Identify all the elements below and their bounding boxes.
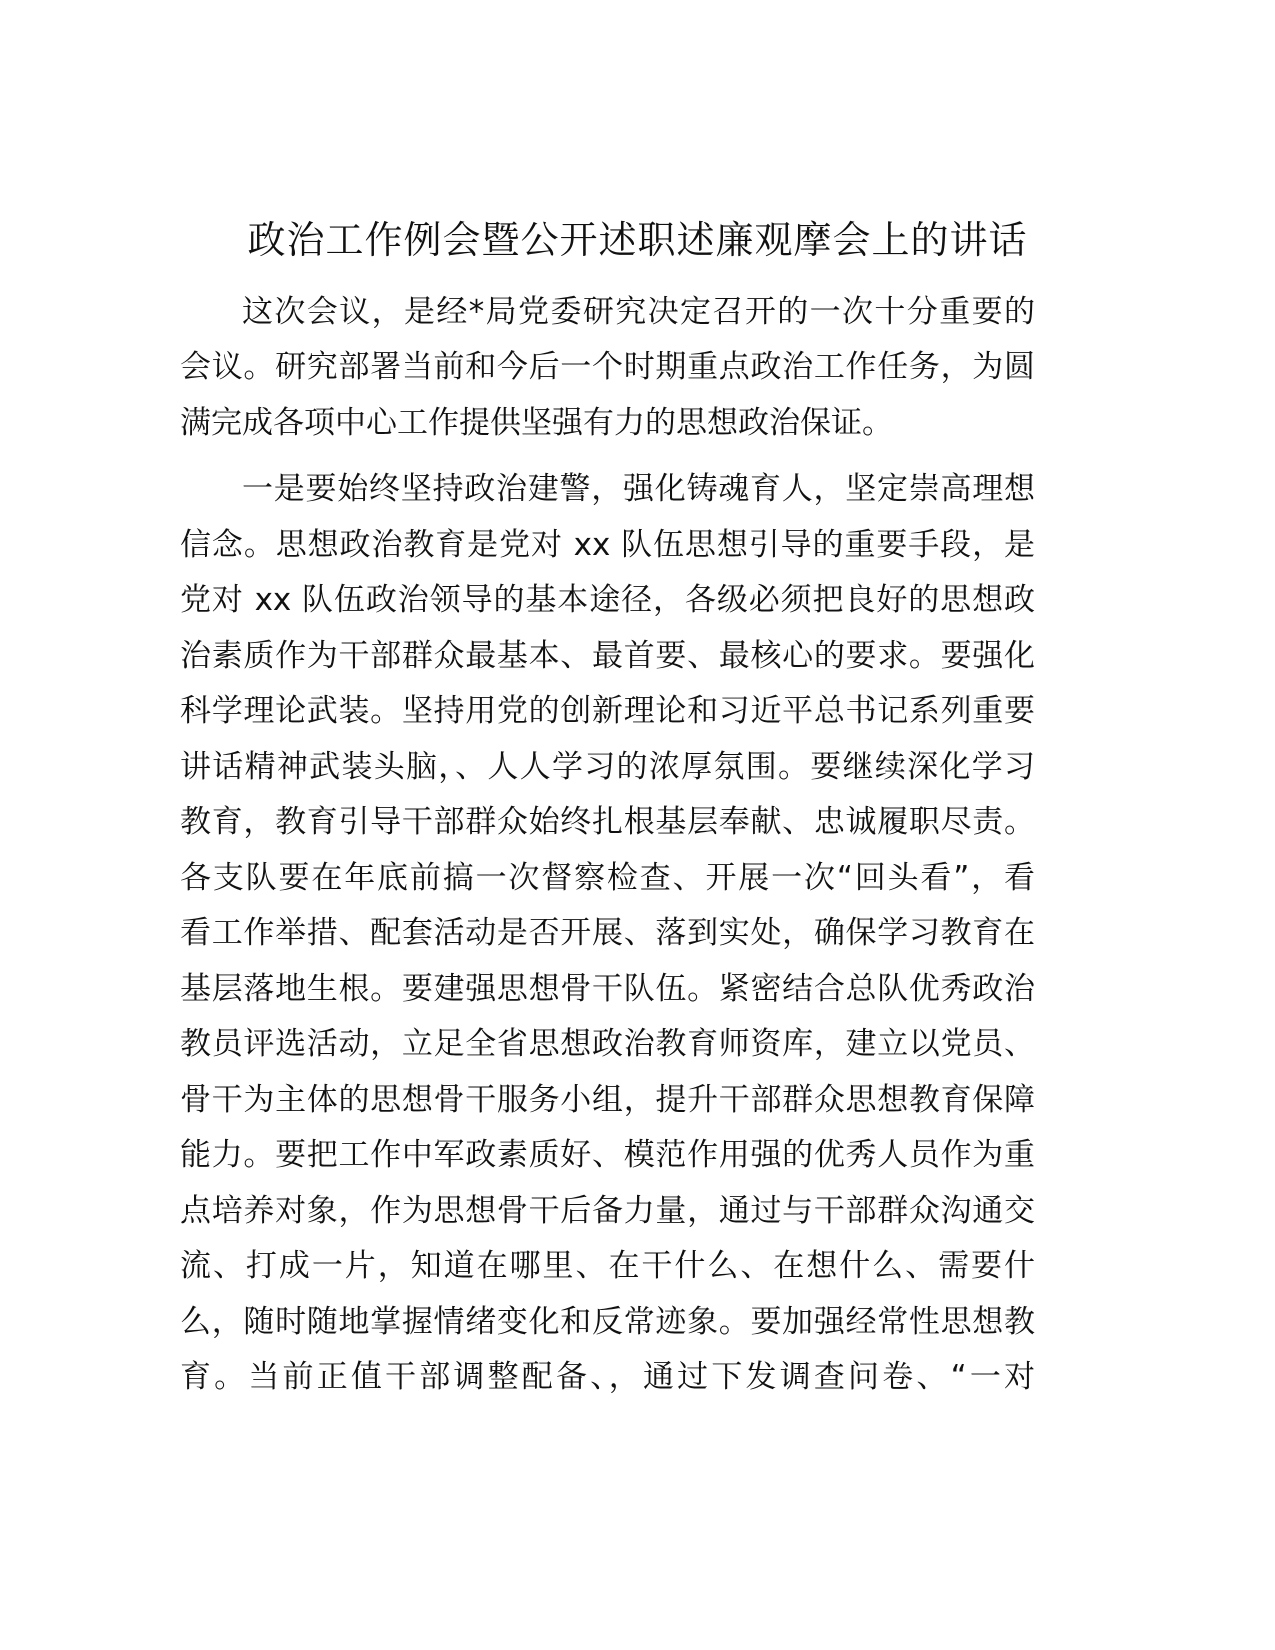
- paragraph-line: 各支队要在年底前搞一次督察检查、开展一次“回头看”，看: [180, 859, 1035, 896]
- paragraph-line: 治素质作为干部群众最基本、最首要、最核心的要求。要强化: [180, 637, 1035, 674]
- paragraph-line: 育。当前正值干部调整配备、，通过下发调查问卷、“一对: [180, 1359, 1035, 1395]
- paragraph-line: 么，随时随地掌握情绪变化和反常迹象。要加强经常性思想教: [180, 1303, 1035, 1340]
- paragraph-line: 信念。思想政治教育是党对 xx 队伍思想引导的重要手段，是: [180, 526, 1035, 563]
- paragraph-line: 点培养对象，作为思想骨干后备力量，通过与干部群众沟通交: [180, 1192, 1035, 1229]
- paragraph-line: 会议。研究部署当前和今后一个时期重点政治工作任务，为圆: [180, 349, 1035, 385]
- paragraph-line: 教育，教育引导干部群众始终扎根基层奉献、忠诚履职尽责。: [180, 804, 1035, 840]
- paragraph-line: 骨干为主体的思想骨干服务小组，提升干部群众思想教育保障: [180, 1081, 1035, 1118]
- paragraph-line: 能力。要把工作中军政素质好、模范作用强的优秀人员作为重: [180, 1137, 1035, 1173]
- paragraph-line: 一是要始终坚持政治建警，强化铸魂育人，坚定崇高理想: [242, 471, 1035, 507]
- paragraph-line: 满完成各项中心工作提供坚强有力的思想政治保证。: [180, 405, 893, 441]
- paragraph-line: 党对 xx 队伍政治领导的基本途径，各级必须把良好的思想政: [180, 582, 1035, 618]
- paragraph-line: 这次会议，是经*局党委研究决定召开的一次十分重要的: [242, 294, 1035, 330]
- paragraph-line: 科学理论武装。坚持用党的创新理论和习近平总书记系列重要: [180, 693, 1035, 729]
- paragraph-line: 流、打成一片，知道在哪里、在干什么、在想什么、需要什: [180, 1248, 1035, 1284]
- paragraph-line: 看工作举措、配套活动是否开展、落到实处，确保学习教育在: [180, 915, 1035, 951]
- paragraph-line: 讲话精神武装头脑，、人人学习的浓厚氛围。要继续深化学习: [180, 748, 1035, 785]
- paragraph-line: 教员评选活动，立足全省思想政治教育师资库，建立以党员、: [180, 1026, 1035, 1062]
- document-title: 政治工作例会暨公开述职述廉观摩会上的讲话: [247, 218, 1028, 262]
- paragraph-line: 基层落地生根。要建强思想骨干队伍。紧密结合总队优秀政治: [180, 970, 1035, 1007]
